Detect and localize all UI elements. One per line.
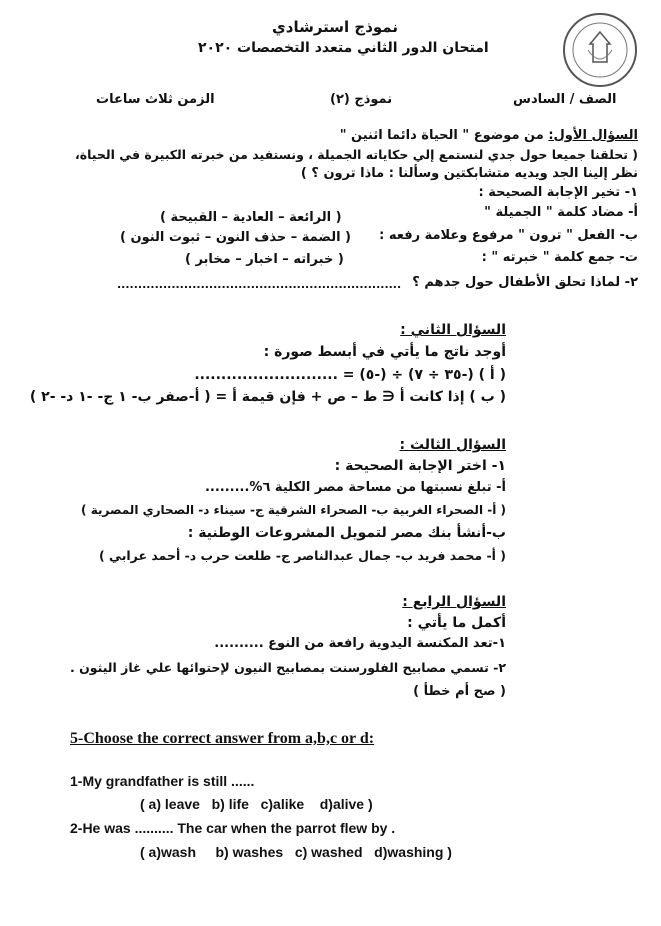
q3-options-b: ( أ- محمد فريد ب- جمال عبدالناصر ج- طلعت حرب د- أحمد عرابي ) xyxy=(98,548,506,563)
q5-question-2-options: ( a)wash b) washes c) washed d)washing ) xyxy=(140,844,452,860)
q2-item-b-options: ( أ-صفر ب- ١ ج- -١ د- -٢ ) xyxy=(29,389,211,405)
q3-item-b: ب-أنشأ بنك مصر لتمويل المشروعات الوطنية : xyxy=(187,525,506,541)
model-label: نموذج (٢) xyxy=(330,92,393,107)
q1-item-c: ت- جمع كلمة " خبرته " : xyxy=(481,250,638,265)
q2-item-b-question: ( ب ) إذا كانت أ ∈ ط – ص + فإن قيمة أ = xyxy=(215,389,506,405)
q4-task: أكمل ما يأتي : xyxy=(407,615,506,631)
q1-options-c: ( خبراته – اخبار – مخابر ) xyxy=(185,252,344,267)
q3-heading: السؤال الثالث : xyxy=(399,437,506,453)
exam-subtitle: امتحان الدور الثاني متعدد التخصصات ٢٠٢٠ xyxy=(198,40,489,56)
exam-title: نموذج استرشادي xyxy=(272,18,398,36)
q5-question-1: 1-My grandfather is still ...... xyxy=(70,773,255,789)
q2-item-b xyxy=(30,389,506,405)
q1-task-1: ١- تخير الإجابة الصحيحة : xyxy=(478,185,638,200)
q1-topic: من موضوع " الحياة دائما اثنين " xyxy=(339,128,544,143)
q3-task: ١- اختر الإجابة الصحيحة : xyxy=(334,458,506,474)
q4-item-2: ٢- تسمي مصابيح الفلورسنت بمصابيح النيون لإحتوائها علي غاز اليثون . xyxy=(70,660,506,675)
q5-heading: 5-Choose the correct answer from a,b,c or d: xyxy=(70,730,375,747)
q4-item-1: ١-تعد المكنسة اليدوية رافعة من النوع .......... xyxy=(214,636,506,651)
q1-heading: السؤال الأول: xyxy=(548,128,638,143)
q3-item-a: أ- تبلغ نسبتها من مساحة مصر الكلية ٦%......... xyxy=(204,480,506,495)
q4-item-2-options: ( صح أم خطأ ) xyxy=(413,684,506,699)
q2-item-a: ( أ ) (-٣٥ ÷ ٧) ÷ (-٥) = ........................... xyxy=(194,367,506,383)
q1-intro-line-2: نظر إلينا الجد ويديه متشابكتين وسألنا : ماذا ترون ؟ ) xyxy=(300,166,638,181)
q1-answer-dots: .................................................................... xyxy=(117,278,402,291)
ministry-emblem-logo xyxy=(560,10,640,90)
q1-title xyxy=(38,128,638,143)
time-label: الزمن ثلاث ساعات xyxy=(96,92,215,107)
grade-label: الصف / السادس xyxy=(513,92,617,107)
q1-task-2: ٢- لماذا تحلق الأطفال حول جدهم ؟ xyxy=(412,275,638,290)
q3-options-a: ( أ- الصحراء الغربية ب- الصحراء الشرقية ج- سيناء د- الصحاري المصرية ) xyxy=(81,503,506,517)
q1-intro-line-1: ( تحلقنا جميعا حول جدي لنستمع إلي حكاياته الجميلة ، ونستفيد من خبرته الكبيرة في الحياة، xyxy=(74,147,638,162)
q5-question-2: 2-He was .......... The car when the parrot flew by . xyxy=(70,820,396,836)
q5-question-1-options: ( a) leave b) life c)alike d)alive ) xyxy=(140,796,373,812)
q1-item-a: أ- مضاد كلمة " الجميلة " xyxy=(484,205,638,220)
q1-options-a: ( الرائعة – العادية – القبيحة ) xyxy=(160,210,342,225)
q1-options-b: ( الضمة – حذف النون – ثبوت النون ) xyxy=(120,230,351,245)
q1-item-b: ب- الفعل " ترون " مرفوع وعلامة رفعه : xyxy=(379,228,638,243)
q2-heading: السؤال الثاني : xyxy=(400,322,506,338)
q4-heading: السؤال الرابع : xyxy=(402,594,506,610)
q2-instruction: أوجد ناتج ما يأتي في أبسط صورة : xyxy=(263,344,506,360)
